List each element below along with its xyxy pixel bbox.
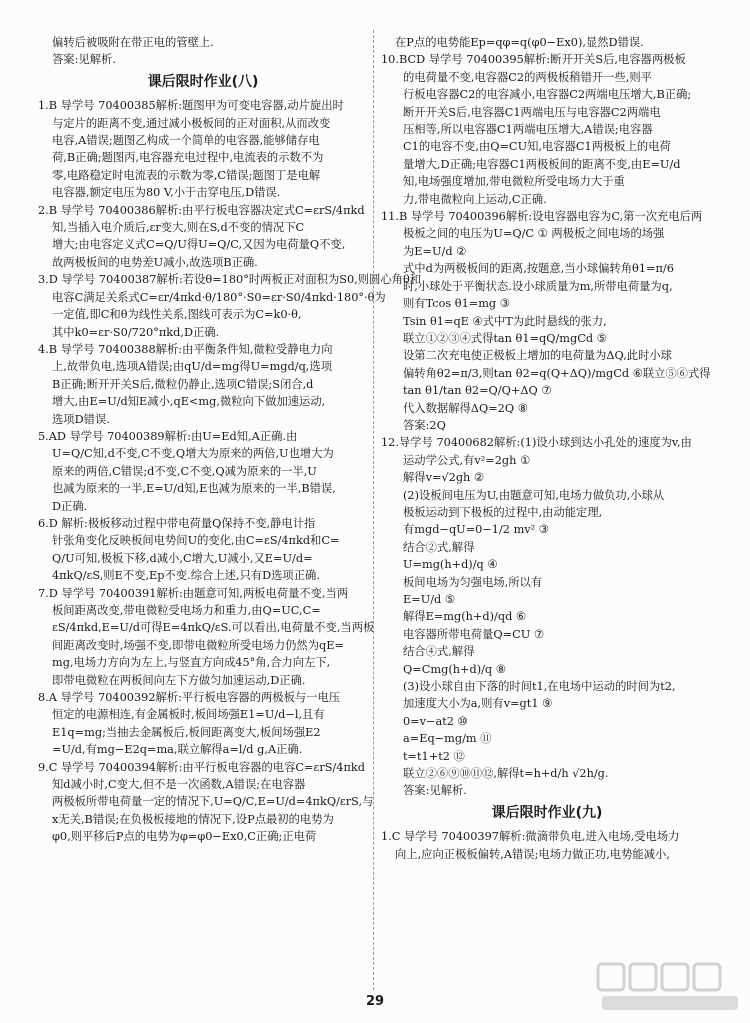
text-line: 7.D 导学号 70400391解析:由题意可知,两板电荷量不变,当两 [38,586,349,600]
text-line: tan θ1/tan θ2=Q/Q+ΔQ ⑦ [403,384,552,398]
text-line: 也减为原来的一半,E=U/d知,E也减为原来的一半,B错误, [52,482,336,496]
text-line: 故两极板间的电势差U减小,故选项B正确. [52,255,258,269]
text-line: 量增大,D正确;电容器C1两极板间的距离不变,由E=U/d [403,157,681,171]
text-line: 11.B 导学号 70400396解析:设电容器电容为C,第一次充电后两 [381,210,703,224]
text-line: 解得v=√2gh ② [403,471,485,485]
text-line: 间距离改变时,场强不变,即带电微粒所受电场力仍然为qE= [52,638,344,652]
text-line: 知d减小时,C变大,但不是一次函数,A错误;在电容器 [52,778,306,792]
text-line: 运动学公式,有v²=2gh ① [403,453,531,467]
text-line: 答案:见解析. [52,53,116,67]
text-line: 两极板所带电荷量一定的情况下,U=Q/C,E=U/d=4πkQ/εrS,与 [52,795,374,809]
text-line: E=U/d ⑤ [403,593,455,606]
text-line: 电容,A错误;题图乙构成一个简单的电容器,能够储存电 [52,134,320,148]
text-line: 荷,B正确;题图丙,电容器充电过程中,电流表的示数不为 [52,151,324,165]
text-line: U=Q/C知,d不变,C不变,Q增大为原来的两倍,U也增大为 [52,447,334,461]
section-heading: 课后限时作业(九) [491,804,603,821]
text-line: 向上,应向正极板偏转,A错误;电场力做正功,电势能减小, [395,847,670,861]
text-line: t=t1+t2 ⑫ [403,749,465,763]
text-line: D正确. [52,499,88,513]
text-line: 6.D 解析:极板移动过程中带电荷量Q保持不变,静电计指 [38,516,316,530]
text-line: E1q=mg;当抽去金属板后,板间距离变大,板间场强E2 [52,725,321,739]
text-line: 一定值,即C和θ为线性关系,图线可表示为C=k0·θ, [52,308,302,322]
text-line: 在P点的电势能Ep=qφ=q(φ0−Ex0),显然D错误. [395,36,644,49]
text-line: 的电荷量不变,电容器C2的两极板稍错开一些,则平 [403,70,652,84]
text-line: 板间电场为匀强电场,所以有 [403,575,543,589]
text-line: a=Eq−mg/m ⑪ [403,732,492,746]
section-heading: 课后限时作业(八) [147,73,259,90]
text-line: 板间距离改变,带电微粒受电场力和重力,由Q=UC,C= [52,604,321,617]
text-line: 式中d为两极板间的距离,按题意,当小球偏转角θ1=π/6 [403,262,674,276]
text-line: 5.AD 导学号 70400389解析:由U=Ed知,A正确.由 [38,429,298,443]
text-line: 断开开关S后,电容器C1两端电压与电容器C2两端电 [403,105,661,119]
text-line: 答案:2Q [403,418,446,432]
text-line: 1.C 导学号 70400397解析:微滴带负电,进入电场,受电场力 [381,830,680,844]
text-line: 3.D 导学号 70400387解析:若设θ=180°时两板正对面积为S0,则圆心角θ和 [38,273,422,287]
text-line: 行板电容器C2的电容减小,电容器C2两端电压增大,B正确; [403,88,692,102]
text-line: 偏转后被吸附在带正电的管壁上. [52,36,214,49]
watermark-logo [596,958,744,1014]
text-line: Q/U可知,极板下移,d减小,C增大,U减小,又E=U/d= [52,551,313,565]
text-line: 8.A 导学号 70400392解析:平行板电容器的两极板与一电压 [38,691,341,705]
text-line: mg,电场力方向为左上,与竖直方向成45°角,合力向左下, [52,656,331,670]
text-line: 极板之间的电压为U=Q/C ① 两极板之间电场的场强 [403,227,665,241]
page-number: 29 [365,994,385,1009]
text-line: B正确;断开开关S后,微粒仍静止,选项C错误;S闭合,d [52,377,314,391]
text-line: εS/4πkd,E=U/d可得E=4πkQ/εS.可以看出,电荷量不变,当两板 [52,621,375,635]
text-line: 加速度大小为a,则有v=gt1 ⑨ [403,697,553,711]
text-line: 代入数据解得ΔQ=2Q ⑧ [403,401,528,415]
text-line: C1的电容不变,由Q=CU知,电容器C1两极板上的电荷 [403,140,671,154]
text-line: U=mg(h+d)/q ④ [403,558,498,572]
text-line: 联立②⑥⑨⑩⑪⑫,解得t=h+d/h √2h/g. [403,767,609,781]
text-line: 与定片的距离不变,通过减小极板间的正对面积,从而改变 [52,116,331,130]
left-column [38,34,422,846]
text-line: 增大;由电容定义式C=Q/U得U=Q/C,又因为电荷量Q不变, [52,238,346,252]
column-divider [373,30,374,990]
text-line: 4.B 导学号 70400388解析:由平衡条件知,微粒受静电力向 [38,342,333,356]
text-line: 选项D错误. [52,412,110,426]
text-line: Q=Cmg(h+d)/q ⑧ [403,662,506,676]
text-line: 结合④式,解得 [403,645,475,659]
text-line: 12.导学号 70400682解析:(1)设小球到达小孔处的速度为v,由 [381,436,692,450]
right-column [381,34,713,863]
text-line: 设第二次充电使正极板上增加的电荷量为ΔQ,此时小球 [403,349,672,363]
text-line: 即带电微粒在两板间向左下方做匀加速运动,D正确. [52,673,306,687]
text-line: =U/d,有mg−E2q=ma,联立解得a=l/d g,A正确. [52,743,303,757]
text-line: 原来的两倍,C错误;d不变,C不变,Q减为原来的一半,U [52,464,317,478]
text-line: 电容器,额定电压为80 V,小于击穿电压,D错误. [52,186,281,200]
text-line: (2)设板间电压为U,由题意可知,电场力做负功,小球从 [403,488,665,502]
text-line: 为E=U/d ② [403,244,467,258]
text-line: 4πkQ/εS,则E不变,Ep不变.综合上述,只有D选项正确. [52,569,320,583]
text-line: 知,电场强度增加,带电微粒所受电场力大于重 [403,175,625,189]
text-line: 解得E=mg(h+d)/qd ⑥ [403,610,527,624]
text-line: 9.C 导学号 70400394解析:由平行板电容器的电容C=εrS/4πkd [38,760,365,774]
text-line: 时,小球处于平衡状态.设小球质量为m,所带电荷量为q, [403,279,673,293]
text-line: Tsin θ1=qE ④式中T为此时悬线的张力, [403,314,607,328]
text-line: 极板运动到下极板的过程中,由动能定理, [403,505,603,519]
text-line: 力,带电微粒向上运动,C正确. [403,192,547,206]
text-line: 针张角变化反映板间电势间U的变化,由C=εS/4πkd和C= [52,534,340,548]
text-line: 答案:见解析. [403,784,467,798]
text-line: 有mgd−qU=0−1/2 mv² ③ [403,523,549,537]
text-line: 0=v−at2 ⑩ [403,714,468,728]
text-line: 电容器所带电荷量Q=CU ⑦ [403,627,544,641]
text-line: 压相等,所以电容器C1两端电压增大,A错误;电容器 [403,123,653,137]
text-line: 增大,由E=U/d知E减小,qE<mg,微粒向下做加速运动, [52,395,326,409]
text-line: 则有Tcos θ1=mg ③ [403,297,510,311]
text-line: φ0,则平移后P点的电势为φ=φ0−Ex0,C正确;正电荷 [52,830,317,844]
text-line: 偏转角θ2=π/3,则tan θ2=q(Q+ΔQ)/mgCd ⑥联立⑤⑥式得 [403,366,711,380]
text-line: 电容C满足关系式C=εr/4πkd·θ/180°·S0=εr·S0/4πkd·180°·θ为 [52,290,386,304]
text-line: 知,当插入电介质后,εr变大,则在S,d不变的情况下C [52,221,305,235]
text-line: x无关,B错误;在负极板接地的情况下,设P点最初的电势为 [52,812,334,826]
text-line: 2.B 导学号 70400386解析:由平行板电容器决定式C=εrS/4πkd [38,203,365,217]
text-line: 结合②式,解得 [403,540,475,554]
text-line: 10.BCD 导学号 70400395解析:断开开关S后,电容器两极板 [381,53,686,67]
text-line: 零,电路稳定时电流表的示数为零,C错误;题图丁是电解 [52,168,321,182]
text-line: 1.B 导学号 70400385解析:题图甲为可变电容器,动片旋出时 [38,99,344,113]
text-line: 联立①②③④式得tan θ1=qQ/mgCd ⑤ [403,331,607,345]
text-line: 上,故带负电,选项A错误;由qU/d=mg得U=mgd/q,选项 [52,360,332,374]
text-line: 其中k0=εr·S0/720°πkd,D正确. [52,325,220,339]
text-line: (3)设小球自由下落的时间t1,在电场中运动的时间为t2, [403,680,676,694]
text-line: 恒定的电源相连,有金属板时,板间场强E1=U/d−l,且有 [52,708,325,722]
